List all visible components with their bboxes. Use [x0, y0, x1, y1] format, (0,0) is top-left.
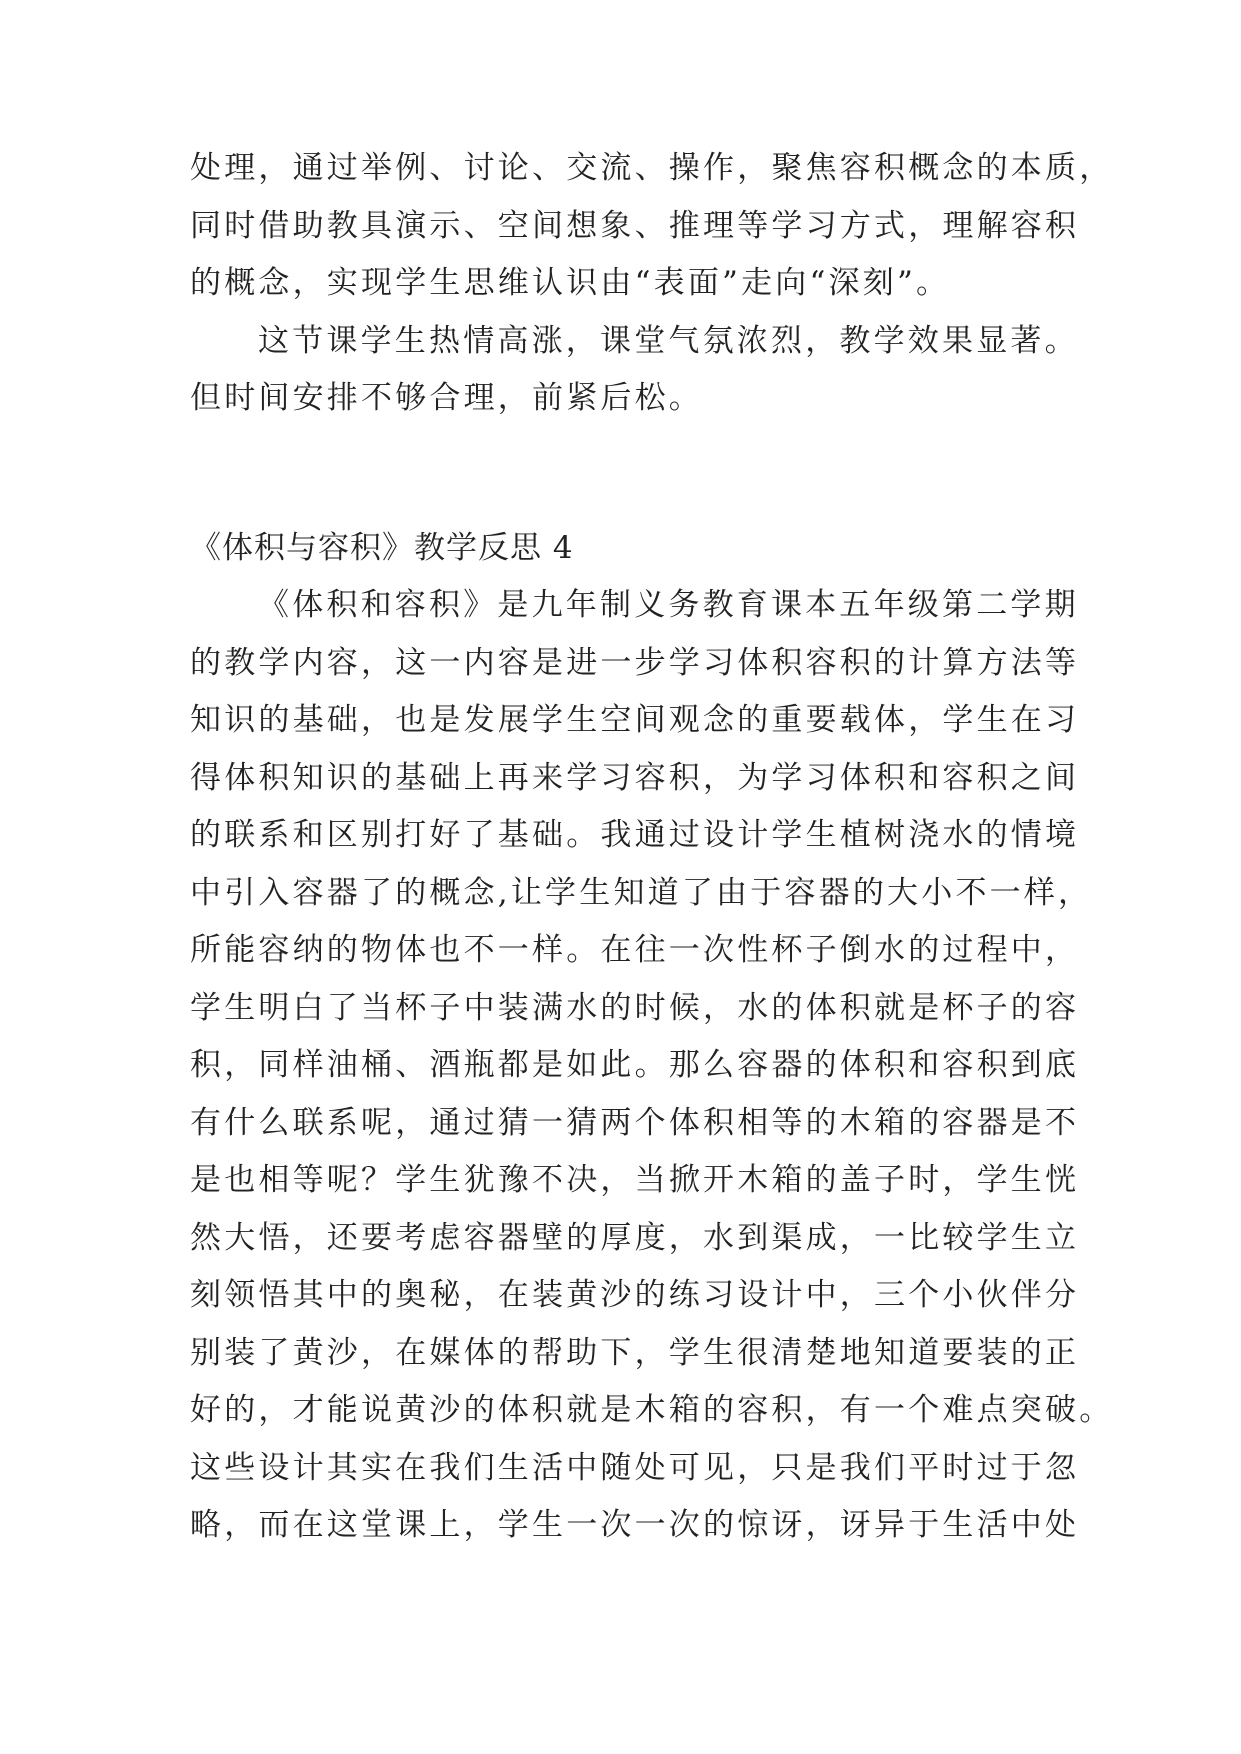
text-line: 所能容纳的物体也不一样。在往一次性杯子倒水的过程中，: [190, 932, 1080, 968]
text-line: 好的，才能说黄沙的体积就是木箱的容积，有一个难点突破。: [190, 1392, 1114, 1428]
text-line: 的教学内容，这一内容是进一步学习体积容积的计算方法等: [190, 644, 1080, 681]
text-line: 的概念，实现学生思维认识由“表面”走向“深刻”。: [190, 265, 951, 301]
text-line: 的联系和区别打好了基础。我通过设计学生植树浇水的情境: [190, 817, 1080, 853]
section-spacer: [190, 428, 1070, 520]
paragraph-section4: [190, 577, 1114, 1555]
section-heading: 《体积与容积》教学反思 4: [190, 529, 574, 566]
text-line: 然大悟，还要考虑容器壁的厚度，水到渠成，一比较学生立: [190, 1219, 1080, 1256]
paragraph-summary: [190, 313, 1079, 428]
text-line: 得体积知识的基础上再来学习容积，为学习体积和容积之间: [190, 759, 1080, 796]
text-line: 同时借助教具演示、空间想象、推理等学习方式，理解容积: [190, 207, 1080, 244]
text-line: 中引入容器了的概念,让学生知道了由于容器的大小不一样，: [190, 874, 1093, 911]
text-line: 学生明白了当杯子中装满水的时候，水的体积就是杯子的容: [190, 989, 1080, 1026]
text-line: 《体积和容积》是九年制义务教育课本五年级第二学期: [258, 587, 1079, 623]
text-line: 积，同样油桶、酒瓶都是如此。那么容器的体积和容积到底: [190, 1047, 1080, 1083]
document-body: [190, 140, 1114, 1555]
text-line: 略，而在这堂课上，学生一次一次的惊讶，讶异于生活中处: [190, 1507, 1080, 1543]
text-line: 是也相等呢？学生犹豫不决，当掀开木箱的盖子时，学生恍: [190, 1162, 1080, 1198]
text-line: 刻领悟其中的奥秘，在装黄沙的练习设计中，三个小伙伴分: [190, 1277, 1080, 1313]
text-line: 但时间安排不够合理，前紧后松。: [190, 380, 703, 416]
paragraph-continued: [190, 140, 1114, 313]
text-line: 别装了黄沙，在媒体的帮助下，学生很清楚地知道要装的正: [190, 1334, 1080, 1371]
text-line: 这节课学生热情高涨，课堂气氛浓烈，教学效果显著。: [258, 322, 1079, 359]
text-line: 处理，通过举例、讨论、交流、操作，聚焦容积概念的本质，: [190, 150, 1114, 186]
text-line: 知识的基础，也是发展学生空间观念的重要载体，学生在习: [190, 702, 1080, 738]
text-line: 有什么联系呢，通过猜一猜两个体积相等的木箱的容器是不: [190, 1104, 1080, 1141]
text-line: 这些设计其实在我们生活中随处可见，只是我们平时过于忽: [190, 1449, 1080, 1486]
